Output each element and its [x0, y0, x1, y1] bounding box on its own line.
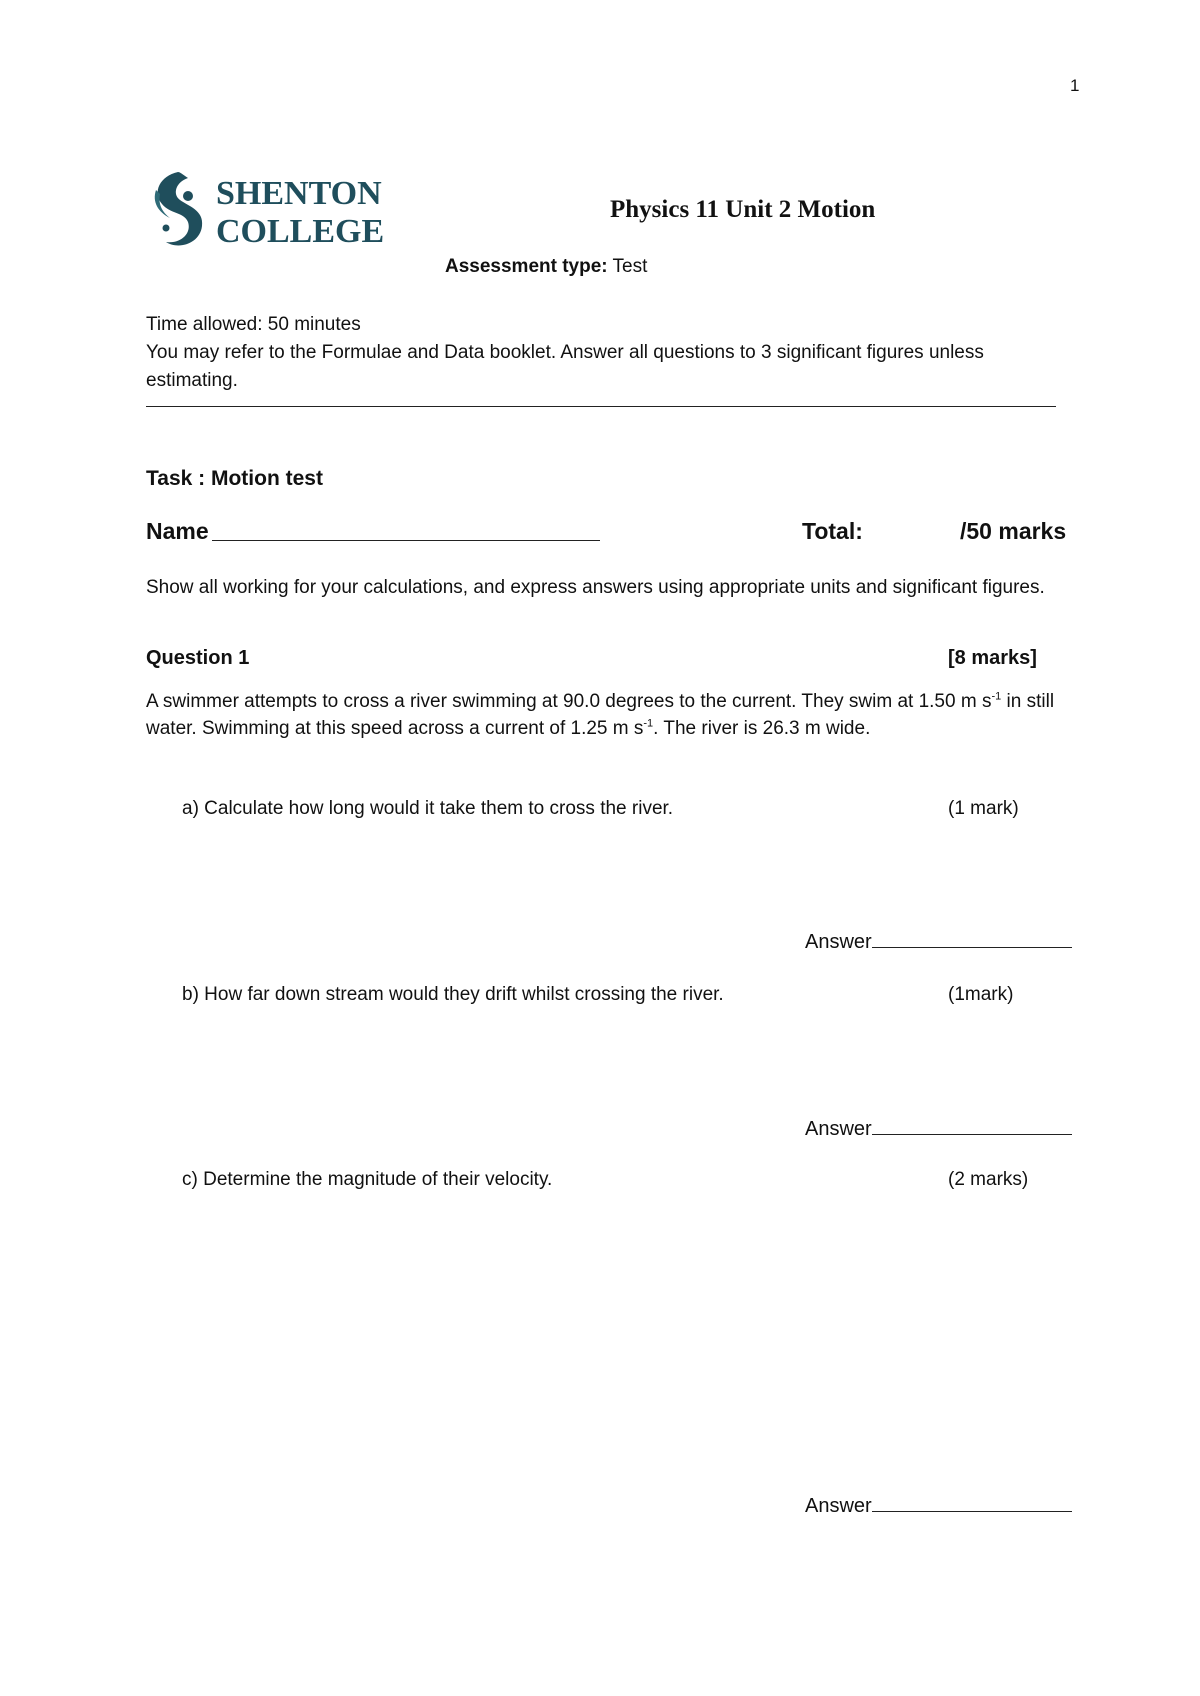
question-text-part: in still water. Swimming at this speed across a current of 1.25 m s	[146, 691, 1055, 739]
question-1-marks: [8 marks]	[948, 647, 1037, 669]
superscript: -1	[991, 690, 1002, 703]
name-field-line[interactable]	[212, 540, 600, 541]
assessment-type	[445, 256, 647, 278]
page-number: 1	[1070, 76, 1080, 95]
superscript: -1	[643, 717, 654, 730]
answer-label: Answer	[805, 1118, 872, 1140]
assessment-type-value: Test	[607, 256, 648, 277]
part-c-marks: (2 marks)	[948, 1169, 1029, 1190]
answer-c[interactable]	[805, 1495, 1072, 1518]
assessment-type-label: Assessment type:	[445, 256, 608, 277]
intro-block	[146, 311, 1066, 395]
logo-line1: SHENTON	[216, 175, 382, 212]
instructions: Show all working for your calculations, and express answers using appropriate units and significant figures.	[146, 577, 1045, 598]
task-heading: Task : Motion test	[146, 467, 323, 490]
answer-b[interactable]	[805, 1118, 1072, 1141]
answer-label: Answer	[805, 1495, 872, 1517]
question-text-part: . The river is 26.3 m wide.	[653, 718, 871, 739]
logo-emblem-icon	[148, 166, 420, 250]
answer-line	[872, 1511, 1072, 1512]
total-label: Total:	[802, 518, 863, 544]
question-1-text	[146, 688, 1086, 742]
total-marks: /50 marks	[960, 518, 1067, 544]
part-c-text: c) Determine the magnitude of their velocity.	[182, 1169, 553, 1190]
divider-line	[146, 406, 1056, 407]
part-b-marks: (1mark)	[948, 984, 1014, 1005]
document-title: Physics 11 Unit 2 Motion	[610, 196, 876, 223]
answer-line	[872, 947, 1072, 948]
answer-label: Answer	[805, 931, 872, 953]
time-allowed: Time allowed: 50 minutes	[146, 314, 361, 335]
part-a-text: a) Calculate how long would it take them to cross the river.	[182, 798, 674, 819]
booklet-note: You may refer to the Formulae and Data booklet. Answer all questions to 3 significant figures unless estimating.	[146, 342, 984, 391]
answer-a[interactable]	[805, 931, 1072, 954]
answer-line	[872, 1134, 1072, 1135]
name-label: Name	[146, 518, 209, 544]
part-b-text: b) How far down stream would they drift whilst crossing the river.	[182, 984, 724, 1005]
shenton-college-logo	[148, 166, 420, 250]
logo-line2: COLLEGE	[216, 213, 385, 250]
question-1-label: Question 1	[146, 647, 250, 669]
question-text-part: A swimmer attempts to cross a river swimming at 90.0 degrees to the current. They swim at 1.50 m s	[146, 691, 992, 712]
part-a-marks: (1 mark)	[948, 798, 1019, 819]
